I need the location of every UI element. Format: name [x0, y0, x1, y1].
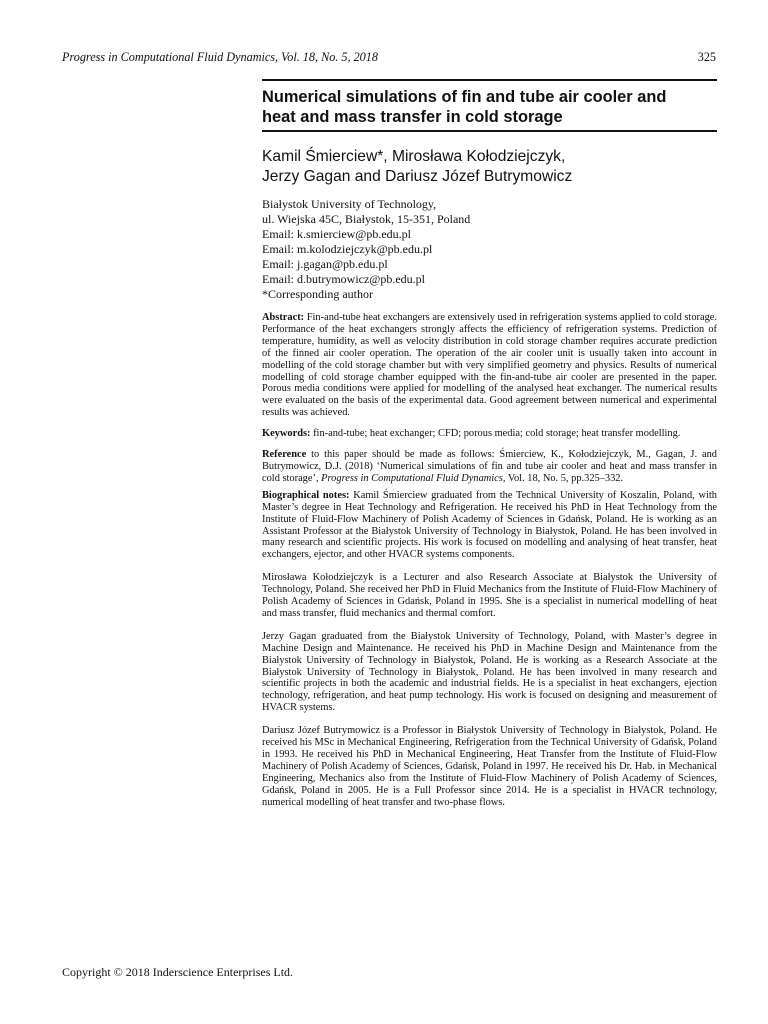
biography-paragraph: Mirosława Kołodziejczyk is a Lecturer and also Research Associate at Białystok the University of Technology, Poland. She received her PhD in Fluid Mechanics from the Institute of Fluid-Flow Machinery of Polish Academy of Sciences in Gdańsk, Poland in 1995. She is a specialist in numerical modelling of heat and mass transfer, fluid mechanics and thermal comfort.	[262, 572, 717, 619]
copyright-notice: Copyright © 2018 Inderscience Enterprises Ltd.	[62, 965, 294, 979]
email-line: Email: d.butrymowicz@pb.edu.pl	[262, 272, 426, 286]
email-line: Email: j.gagan@pb.edu.pl	[262, 257, 388, 271]
keywords-label: Keywords:	[262, 428, 311, 440]
running-head	[62, 50, 716, 65]
title-bottom-rule	[262, 130, 717, 132]
reference-journal: Progress in Computational Fluid Dynamics	[321, 472, 503, 484]
affiliation-address: ul. Wiejska 45C, Białystok, 15-351, Poland	[262, 212, 471, 226]
title-line: Numerical simulations of fin and tube air cooler and	[262, 88, 667, 106]
article-title	[262, 87, 717, 127]
author-line: Jerzy Gagan and Dariusz Józef Butrymowicz	[262, 168, 573, 185]
keywords-text: fin-and-tube; heat exchanger; CFD; porous media; cold storage; heat transfer modelling.	[313, 428, 681, 440]
reference-text: to this paper should be made as follows: Śmierciew, K., Kołodziejczyk, M., Gagan, J. and Butrymowicz, D.J. (2018) ‘Numerical simulations of fin and tube air cooler and heat and mass transfer in cold storage’,	[262, 449, 717, 484]
reference-details: , Vol. 18, No. 5, pp.325–332.	[502, 472, 624, 484]
author-line: Kamil Śmierciew*, Mirosława Kołodziejczyk,	[262, 148, 566, 165]
page-number: 325	[697, 50, 716, 64]
article-front-matter	[262, 79, 717, 809]
email-line: Email: m.kolodziejczyk@pb.edu.pl	[262, 242, 433, 256]
abstract-text: Fin-and-tube heat exchangers are extensively used in refrigeration systems applied to cold storage. Performance of the heat exchangers strongly affects the efficiency of refrigeration systems. Prediction of temperature, humidity, as well as velocity distribution in cold storage chamber requires accurate prediction of the finned air cooler operation. The operation of the air cooler unit is usually taken into account in modelling of the cold storage chamber but with very simplified geometry and physics. Results of numerical modelling of cold storage chamber equipped with the fin-and-tube air cooler are presented in the paper. Porous media conditions were applied for modelling of the analysed heat exchanger. The numerical results were evaluated on the basis of the experimental data. Good agreement between numerical and experimental results was achieved.	[262, 312, 717, 419]
author-list	[262, 147, 717, 187]
title-top-rule	[262, 79, 717, 81]
reference	[262, 449, 717, 485]
reference-label: Reference	[262, 449, 307, 461]
affiliation-block	[262, 197, 717, 302]
title-line: heat and mass transfer in cold storage	[262, 108, 563, 126]
biography-paragraph: Dariusz Józef Butrymowicz is a Professor in Białystok University of Technology in Białystok, Poland. He received his MSc in Mechanical Engineering, Refrigeration from the Technical University of Gdańsk, Poland in 1993. He received his PhD in Mechanical Engineering, Heat Transfer from the Institute of Fluid-Flow Machinery of Polish Academy of Sciences, Gdańsk, Poland in 1997. He received his Dr. Hab. in Mechanical Engineering, Mechanics also from the Institute of Fluid-Flow Machinery of Polish Academy of Sciences, Gdańsk, Poland in 2005. He is a Full Professor since 2014. He is a specialist in HVACR technology, numerical modelling of heat transfer and two-phase flows.	[262, 725, 717, 808]
biography-paragraph: Jerzy Gagan graduated from the Białystok University of Technology, Poland, with Master’s degree in Machine Design and Maintenance. He received his PhD in Machine Design and Maintenance from the Białystok University of Technology in Białystok, Poland. He is working as a Research Associate at the Białystok University of Technology in Białystok, Poland. He has been involved in many research and scientific projects in both the academic and industrial fields. He is a specialist in heat exchangers, ejection technology, refrigeration, and heat pump technology. His work is focused on designing and measurement of HVACR systems.	[262, 630, 717, 714]
corresponding-author-note: *Corresponding author	[262, 287, 373, 301]
abstract-label: Abstract:	[262, 312, 305, 323]
keywords	[262, 428, 717, 440]
abstract	[262, 312, 717, 419]
biography-paragraph	[262, 490, 717, 561]
biography-text: Kamil Śmierciew graduated from the Technical University of Koszalin, Poland, with Master’s degree in Heat Technology and Refrigeration. He received his PhD in Heat Technology from the Institute of Fluid-Flow Machinery of Polish Academy of Sciences in Gdańsk, Poland. He is working as an Assistant Professor at the Białystok University of Technology in Białystok, Poland. He has been involved in many research and scientific projects. His work is focused on modelling and analysing of heat transfer, heat exchangers, ejector, and other HVACR systems components.	[262, 489, 717, 561]
journal-citation: Progress in Computational Fluid Dynamics, Vol. 18, No. 5, 2018	[62, 50, 378, 64]
affiliation-university: Białystok University of Technology,	[262, 197, 437, 211]
email-line: Email: k.smierciew@pb.edu.pl	[262, 227, 412, 241]
biography-label: Biographical notes:	[262, 489, 350, 501]
